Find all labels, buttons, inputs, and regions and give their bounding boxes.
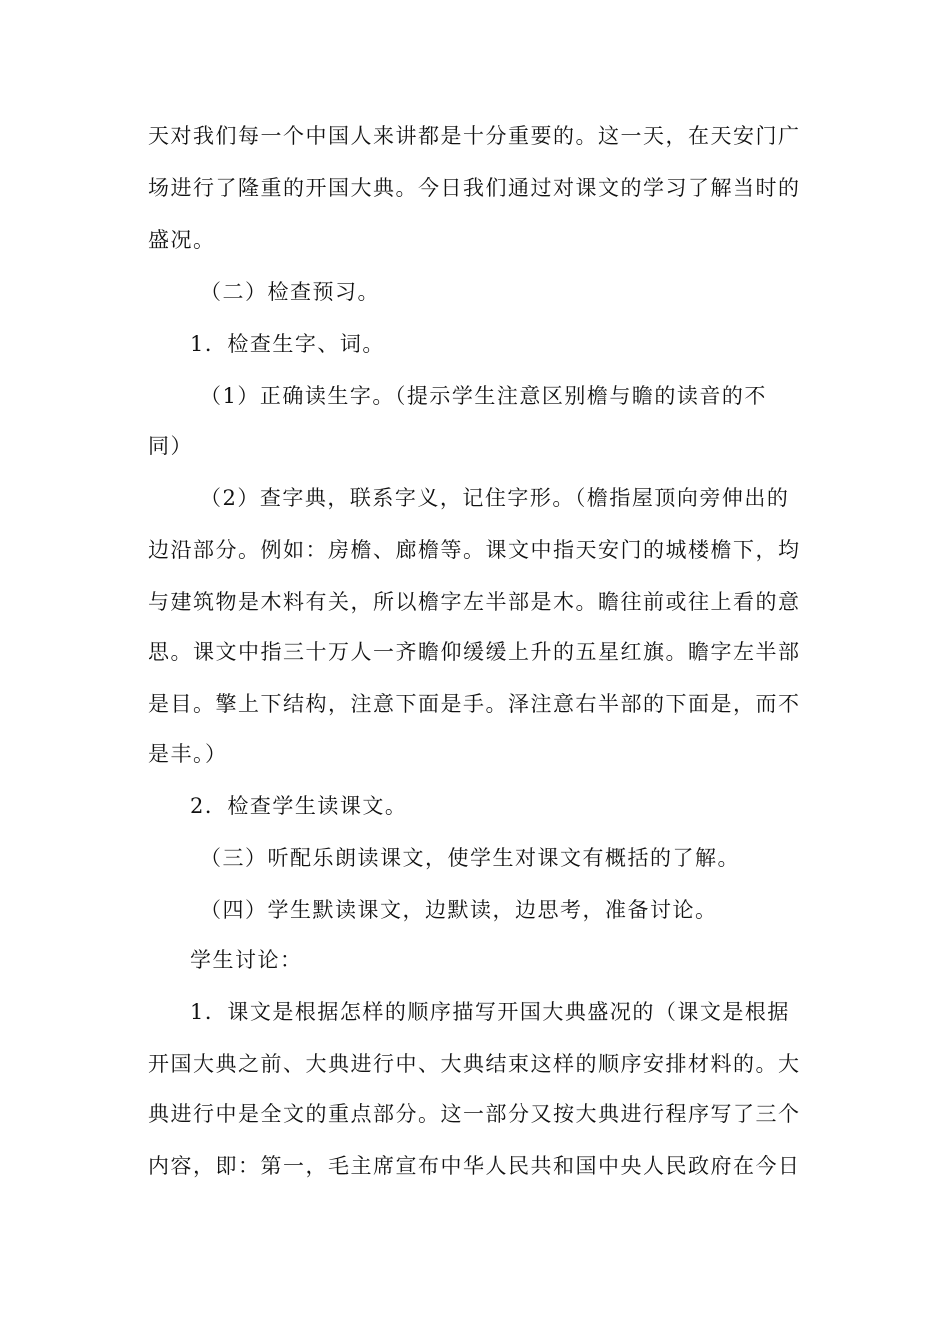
text-line: 典进行中是全文的重点部分。这一部分又按大典进行程序写了三个 (148, 1102, 801, 1126)
text-line: 是目。擎上下结构，注意下面是手。泽注意右半部的下面是，而不 (148, 692, 801, 716)
section-heading: （三）听配乐朗读课文，使学生对课文有概括的了解。 (200, 846, 740, 870)
text-line: 场进行了隆重的开国大典。今日我们通过对课文的学习了解当时的 (148, 176, 801, 200)
text-line: 是丰。） (148, 742, 228, 766)
list-item: 1．检查生字、词。 (190, 332, 385, 356)
sub-item: （1）正确读生字。（提示学生注意区别檐与瞻的读音的不 (200, 384, 767, 408)
text-line: 盛况。 (148, 228, 216, 252)
sub-item: （2）查字典，联系字义，记住字形。（檐指屋顶向旁伸出的 (200, 486, 790, 510)
text-line: 边沿部分。例如：房檐、廊檐等。课文中指天安门的城楼檐下，均 (148, 538, 801, 562)
section-heading: （二）检查预习。 (200, 280, 380, 304)
text-line: 学生讨论： (190, 948, 303, 972)
text-line: 同） (148, 434, 193, 458)
text-line: 与建筑物是木料有关，所以檐字左半部是木。瞻往前或往上看的意 (148, 590, 801, 614)
list-item: 2．检查学生读课文。 (190, 794, 408, 818)
text-line: 思。课文中指三十万人一齐瞻仰缓缓上升的五星红旗。瞻字左半部 (148, 640, 801, 664)
text-line: 开国大典之前、大典进行中、大典结束这样的顺序安排材料的。大 (148, 1052, 801, 1076)
text-line: 天对我们每一个中国人来讲都是十分重要的。这一天，在天安门广 (148, 124, 801, 148)
list-item: 1．课文是根据怎样的顺序描写开国大典盛况的（课文是根据 (190, 1000, 790, 1024)
section-heading: （四）学生默读课文，边默读，边思考，准备讨论。 (200, 898, 718, 922)
text-line: 内容，即：第一，毛主席宣布中华人民共和国中央人民政府在今日 (148, 1154, 801, 1178)
